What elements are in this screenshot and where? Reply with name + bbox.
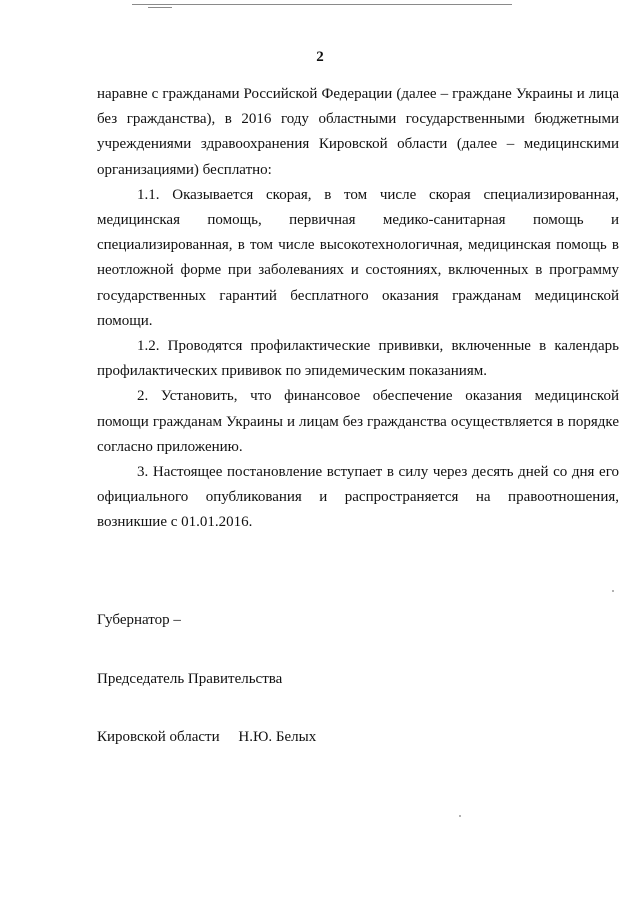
scan-edge-line [132, 4, 512, 5]
signature-block [97, 572, 316, 767]
scan-edge-mark [148, 7, 172, 8]
paragraph-continuation: наравне с гражданами Российской Федерации (далее – граждане Украины и лица без гражданства), в 2016 году областными государственными бюджетными учреждениями здравоохранения Кировской области (далее – медицинскими организациями) бесплатно: [97, 86, 619, 178]
document-body [97, 82, 619, 536]
page-number: 2 [316, 49, 324, 65]
scan-speck [612, 590, 614, 592]
paragraph-2: 2. Установить, что финансовое обеспечение оказания медицинской помощи гражданам Украины и лицам без гражданства осуществляется в порядке согласно приложению. [97, 388, 619, 455]
signature-title-line-2: Председатель Правительства [97, 670, 283, 687]
scan-speck [459, 815, 461, 817]
signature-title-line-1: Губернатор – [97, 612, 181, 628]
signature-name-line: Кировской области Н.Ю. Белых [97, 729, 317, 745]
paragraph-3: 3. Настоящее постановление вступает в силу через десять дней со дня его официального опубликования и распространяется на правоотношения, возникшие с 01.01.2016. [97, 464, 619, 531]
paragraph-1-2: 1.2. Проводятся профилактические прививки, включенные в календарь профилактических прививок по эпидемическим показаниям. [97, 338, 619, 380]
paragraph-1-1: 1.1. Оказывается скорая, в том числе скорая специализированная, медицинская помощь, первичная медико-санитарная помощь и специализированная, в том числе высокотехнологичная, медицинская помощь в неотложной форме при заболеваниях и состояниях, включенных в программу государственных гарантий бесплатного оказания гражданам медицинской помощи. [97, 186, 619, 329]
